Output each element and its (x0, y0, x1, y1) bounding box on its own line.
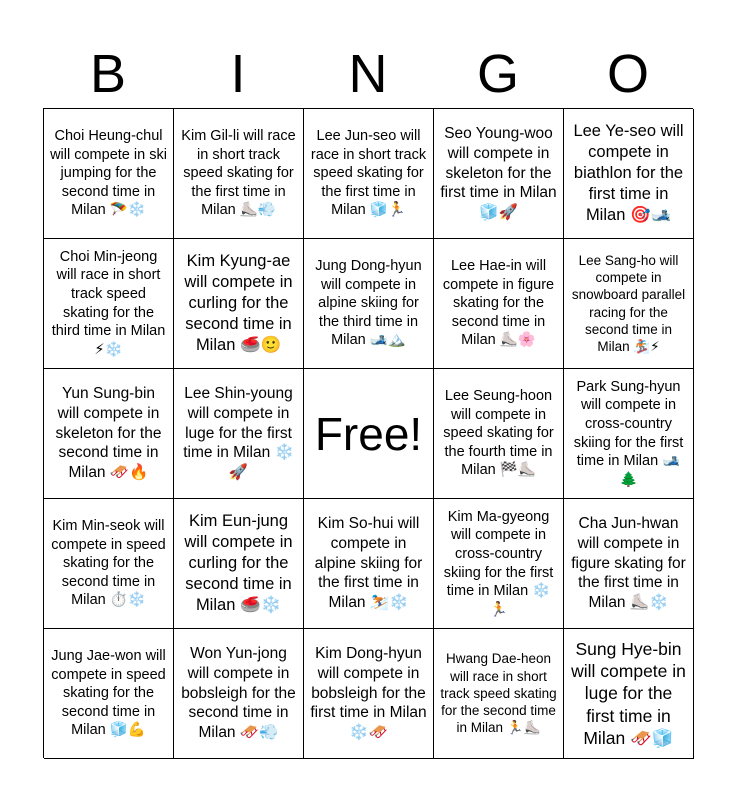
bingo-cell-text: Sung Hye-bin will compete in luge for the first time in Milan 🛷🧊 (571, 638, 686, 749)
bingo-cell-r1-c2[interactable] (174, 109, 304, 239)
bingo-cell-text: Choi Heung-chul will compete in ski jumping for the second time in Milan 🪂❄️ (50, 128, 167, 219)
bingo-cell-r3-c5[interactable] (564, 369, 694, 499)
bingo-cell-r2-c4[interactable] (434, 239, 564, 369)
bingo-cell-text: Kim So-hui will compete in alpine skiing for the first time in Milan ⛷️❄️ (314, 514, 423, 612)
bingo-cell-r5-c3[interactable] (304, 629, 434, 759)
bingo-cell-r3-c4[interactable] (434, 369, 564, 499)
bingo-cell-text: Kim Eun-jung will compete in curling for the second time in Milan 🥌❄️ (184, 511, 293, 615)
bingo-cell-r3-c2[interactable] (174, 369, 304, 499)
bingo-header (43, 40, 693, 108)
bingo-grid (43, 108, 693, 758)
bingo-cell-r3-c1[interactable] (44, 369, 174, 499)
bingo-cell-r1-c1[interactable] (44, 109, 174, 239)
header-letter-o: O (606, 44, 649, 104)
bingo-cell-r5-c4[interactable] (434, 629, 564, 759)
header-letter-i: I (230, 44, 246, 104)
bingo-cell-text: Lee Sang-ho will compete in snowboard parallel racing for the second time in Milan 🏂⚡ (571, 252, 686, 355)
bingo-cell-text: Won Yun-jong will compete in bobsleigh for the second time in Milan 🛷💨 (181, 644, 296, 742)
bingo-cell-r4-c1[interactable] (44, 499, 174, 629)
free-space-text: Free! (314, 407, 423, 460)
bingo-cell-text: Kim Gil-li will race in short track speed skating for the first time in Milan ⛸️💨 (181, 128, 296, 219)
bingo-cell-text: Jung Dong-hyun will compete in alpine skiing for the third time in Milan 🎿🏔️ (315, 258, 422, 349)
bingo-cell-r4-c3[interactable] (304, 499, 434, 629)
bingo-cell-r5-c2[interactable] (174, 629, 304, 759)
bingo-cell-r1-c4[interactable] (434, 109, 564, 239)
bingo-cell-r2-c2[interactable] (174, 239, 304, 369)
bingo-cell-r2-c1[interactable] (44, 239, 174, 369)
bingo-cell-text: Lee Hae-in will compete in figure skating for the second time in Milan ⛸️🌸 (442, 258, 555, 349)
bingo-cell-r2-c3[interactable] (304, 239, 434, 369)
bingo-cell-text: Hwang Dae-heon will race in short track speed skating for the second time in Milan 🏃⛸️ (440, 651, 557, 736)
bingo-cell-text: Kim Kyung-ae will compete in curling for the second time in Milan 🥌🙂 (184, 251, 293, 355)
bingo-cell-r1-c3[interactable] (304, 109, 434, 239)
header-letter-g: G (476, 44, 519, 104)
bingo-cell-text: Park Sung-hyun will compete in cross-country skiing for the first time in Milan 🎿🌲 (573, 378, 684, 488)
bingo-cell-r4-c2[interactable] (174, 499, 304, 629)
bingo-cell-text: Lee Seung-hoon will compete in speed skating for the fourth time in Milan 🏁⛸️ (443, 388, 554, 479)
header-letter-b: B (89, 44, 127, 104)
bingo-cell-r1-c5[interactable] (564, 109, 694, 239)
bingo-cell-text: Kim Min-seok will compete in speed skating for the second time in Milan ⏱️❄️ (51, 518, 166, 609)
header-letter-n: N (348, 44, 388, 104)
bingo-cell-text: Lee Ye-seo will compete in biathlon for the first time in Milan 🎯🎿 (573, 121, 684, 225)
bingo-cell-text: Lee Jun-seo will race in short track speed skating for the first time in Milan 🧊🏃 (310, 128, 427, 219)
bingo-cell-text: Kim Ma-gyeong will compete in cross-country skiing for the first time in Milan ❄️🏃 (443, 508, 554, 618)
bingo-cell-text: Choi Min-jeong will race in short track speed skating for the third time in Milan ⚡❄️ (51, 248, 166, 358)
bingo-cell-text: Kim Dong-hyun will compete in bobsleigh for the first time in Milan ❄️🛷 (310, 644, 427, 742)
bingo-cell-text: Jung Jae-won will compete in speed skating for the second time in Milan 🧊💪 (51, 648, 166, 739)
bingo-cell-r5-c1[interactable] (44, 629, 174, 759)
bingo-cell-r5-c5[interactable] (564, 629, 694, 759)
bingo-cell-text: Lee Shin-young will compete in luge for the first time in Milan ❄️🚀 (183, 384, 294, 482)
bingo-cell-text: Cha Jun-hwan will compete in figure skating for the first time in Milan ⛸️❄️ (571, 514, 686, 612)
bingo-cell-r2-c5[interactable] (564, 239, 694, 369)
bingo-cell-text: Yun Sung-bin will compete in skeleton for the second time in Milan 🛷🔥 (55, 384, 162, 482)
bingo-cell-text: Seo Young-woo will compete in skeleton for the first time in Milan 🧊🚀 (440, 124, 557, 222)
bingo-cell-r4-c5[interactable] (564, 499, 694, 629)
free-space-cell[interactable] (304, 369, 434, 499)
bingo-cell-r4-c4[interactable] (434, 499, 564, 629)
